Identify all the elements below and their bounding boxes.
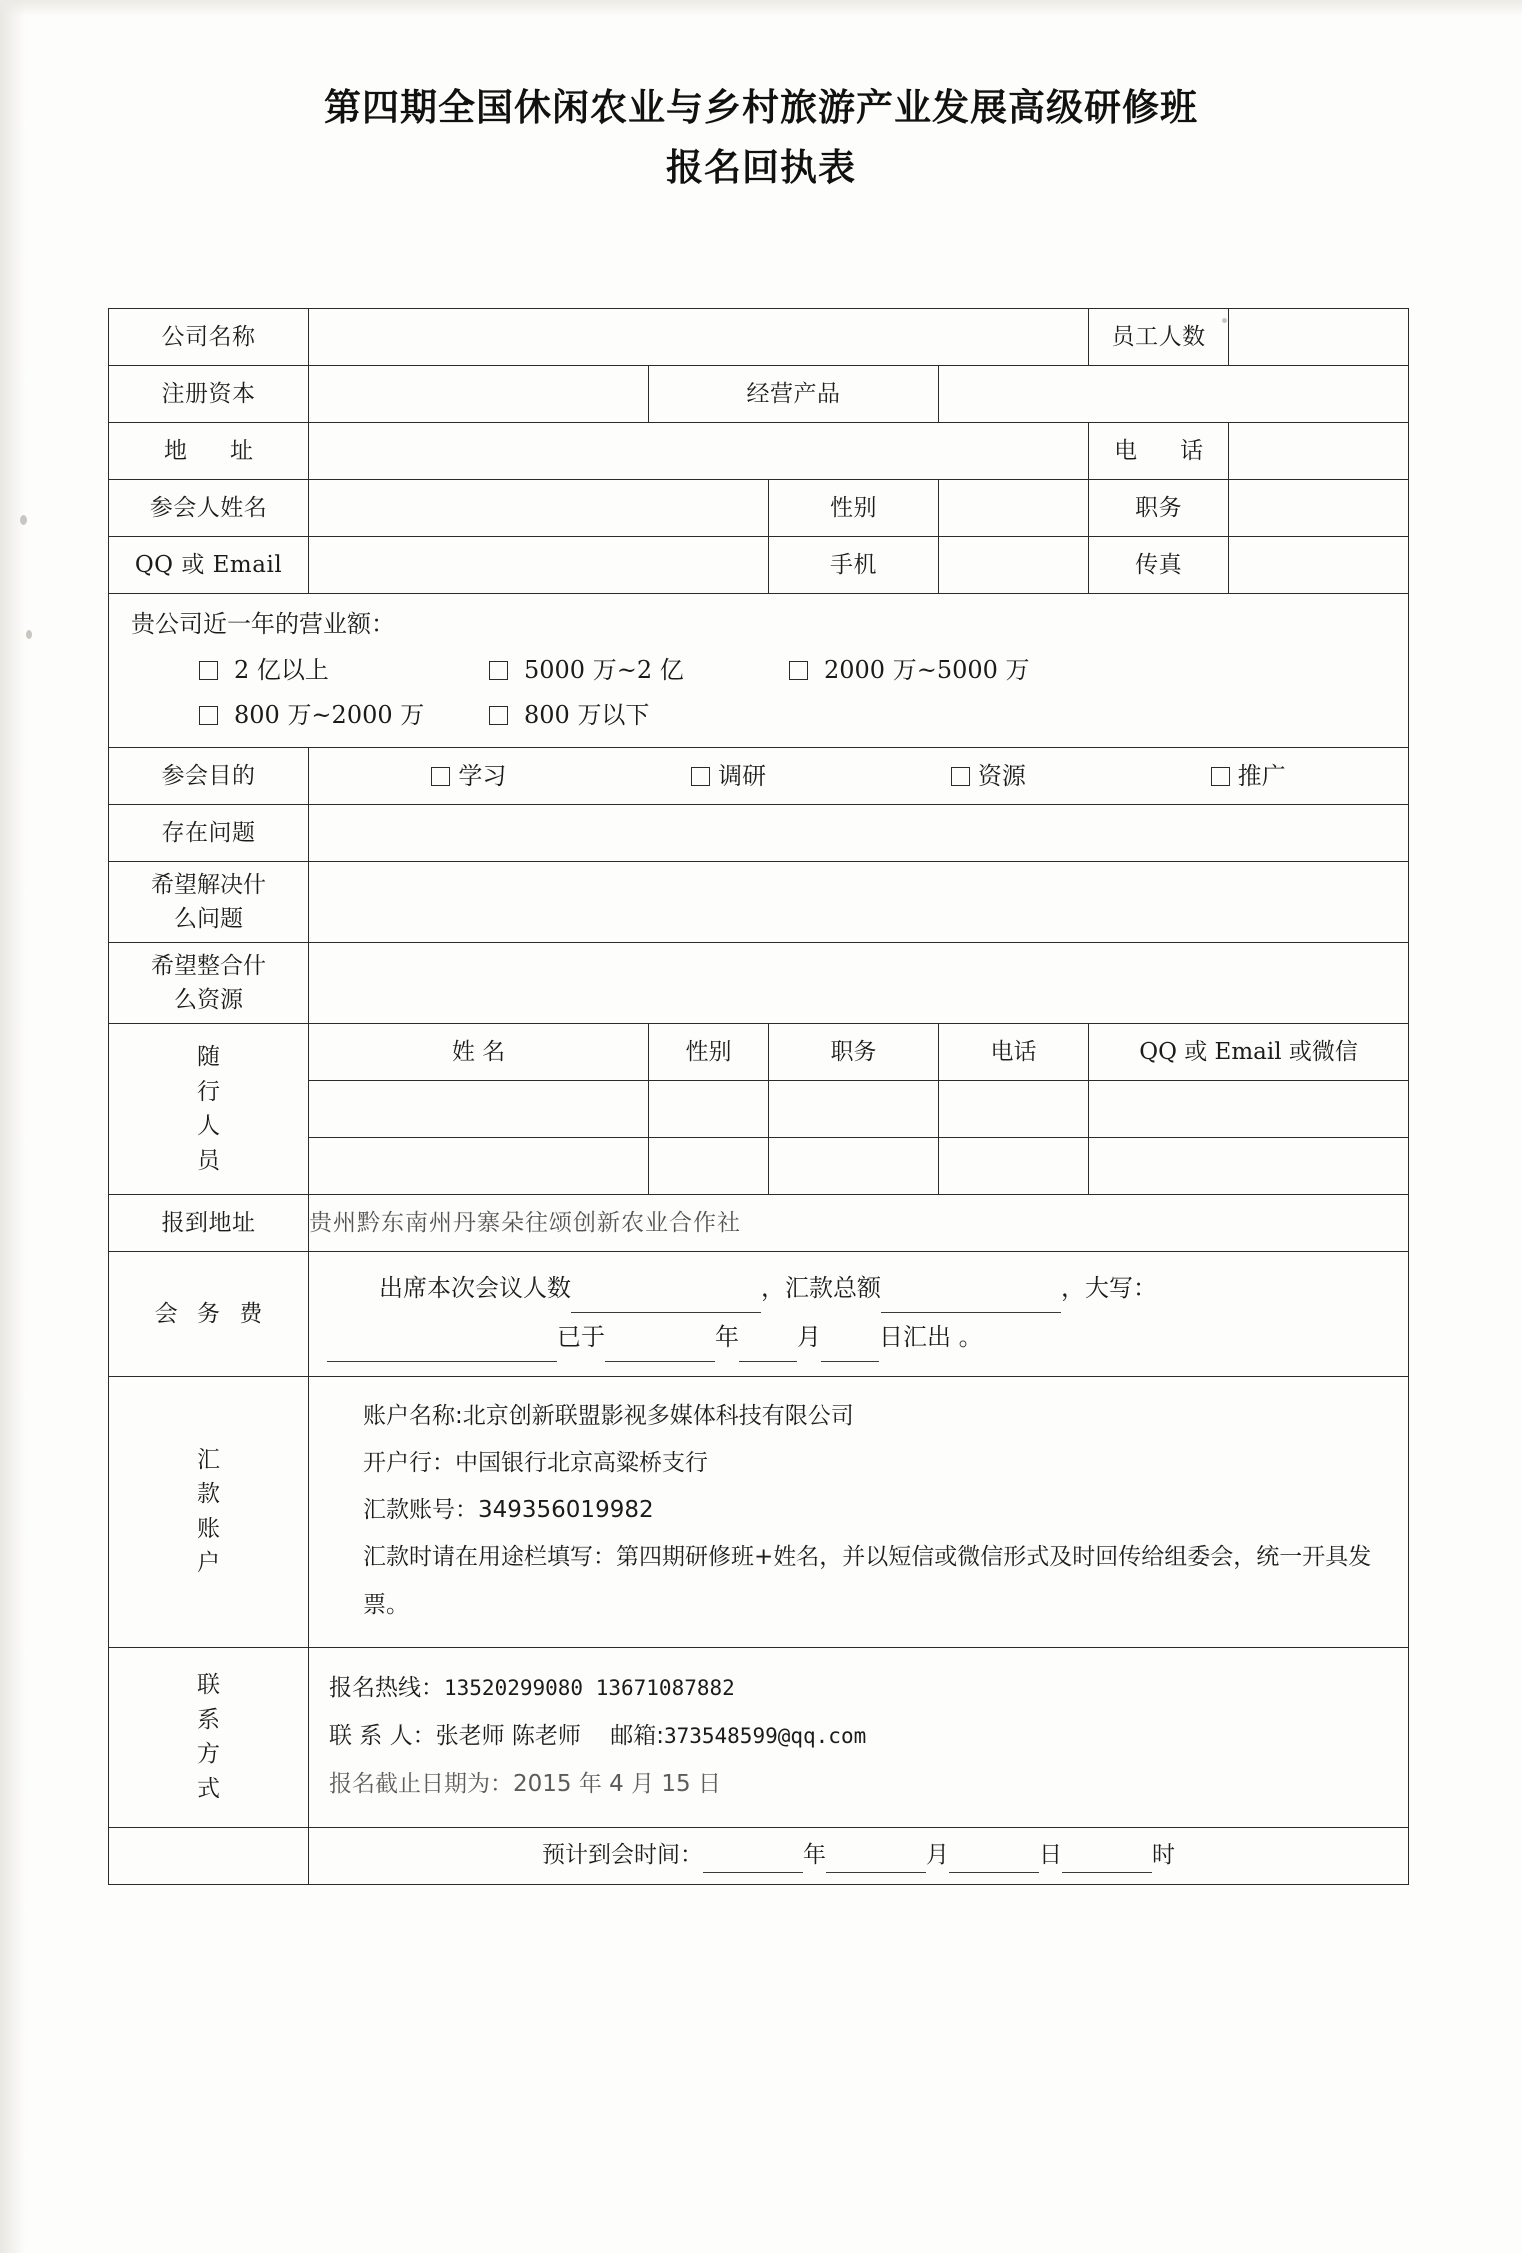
remit-instructions: 汇款时请在用途栏填写：第四期研修班+姓名，并以短信或微信形式及时回传给组委会，统一开具发票。: [363, 1544, 1372, 1618]
checkbox-icon[interactable]: [951, 767, 970, 786]
revenue-option-4[interactable]: [199, 697, 489, 733]
companion-phone-input[interactable]: [939, 1081, 1089, 1138]
checkbox-icon[interactable]: [431, 767, 450, 786]
expected-arrival-label: 预计到会时间：: [542, 1841, 704, 1868]
mobile-label: 手机: [769, 537, 939, 594]
registered-capital-label: 注册资本: [109, 366, 309, 423]
phone-label: 电 话: [1089, 423, 1229, 480]
hope-solve-label-line1: 希望解决什: [151, 871, 266, 898]
revenue-option-1[interactable]: [199, 652, 489, 688]
revenue-option-label: 800 万以下: [524, 701, 650, 729]
contact-hotline-row: [329, 1664, 1388, 1712]
registration-form-table: [108, 308, 1409, 1885]
checkbox-icon[interactable]: [691, 767, 710, 786]
companions-col-phone: 电话: [939, 1024, 1089, 1081]
purpose-option-label: 调研: [718, 762, 767, 790]
fee-year-label: 年: [715, 1323, 739, 1351]
companion-phone-input[interactable]: [939, 1138, 1089, 1195]
checkbox-icon[interactable]: [489, 661, 508, 680]
document-title: [0, 78, 1522, 198]
report-address-value: 贵州黔东南州丹寨朵往颂创新农业合作社: [309, 1195, 1409, 1252]
contact-hotline-values: 13520299080 13671087882: [444, 1675, 735, 1700]
arrival-year-label: 年: [803, 1841, 827, 1868]
table-row: [109, 309, 1409, 366]
arrival-hour-label: 时: [1152, 1841, 1176, 1868]
companion-contact-input[interactable]: [1089, 1138, 1409, 1195]
expected-arrival-row: [309, 1827, 1409, 1884]
business-product-input[interactable]: [939, 366, 1409, 423]
revenue-option-2[interactable]: [489, 652, 789, 688]
phone-input[interactable]: [1229, 423, 1409, 480]
table-row: [109, 1252, 1409, 1377]
contact-person-label: 联 系 人：: [329, 1723, 436, 1749]
table-row: [109, 1647, 1409, 1827]
remit-label-char: 账: [197, 1515, 220, 1542]
table-row: [109, 943, 1409, 1024]
checkbox-icon[interactable]: [199, 706, 218, 725]
revenue-option-label: 2000 万~5000 万: [824, 656, 1030, 684]
table-row: [109, 805, 1409, 862]
fee-uppercase-blank[interactable]: [327, 1313, 557, 1362]
revenue-title: 贵公司近一年的营业额：: [131, 610, 395, 638]
companion-name-input[interactable]: [309, 1081, 649, 1138]
fee-month-label: 月: [797, 1323, 821, 1351]
revenue-section: [109, 594, 1409, 748]
table-row: [109, 423, 1409, 480]
purpose-option-label: 资源: [977, 762, 1026, 790]
purpose-options: [309, 748, 1409, 805]
hope-solve-input[interactable]: [309, 862, 1409, 943]
arrival-day-label: 日: [1039, 1841, 1063, 1868]
contact-label: [109, 1647, 309, 1827]
contact-deadline: 报名截止日期为：2015 年 4 月 15 日: [329, 1771, 721, 1798]
checkbox-icon[interactable]: [1211, 767, 1230, 786]
position-input[interactable]: [1229, 480, 1409, 537]
companion-contact-input[interactable]: [1089, 1081, 1409, 1138]
checkbox-icon[interactable]: [789, 661, 808, 680]
scan-edge-top: [0, 0, 1522, 16]
fee-year-blank[interactable]: [605, 1313, 715, 1362]
table-row: [109, 594, 1409, 748]
revenue-option-label: 2 亿以上: [234, 656, 329, 684]
purpose-option-label: 推广: [1237, 762, 1286, 790]
scan-speck: [20, 515, 27, 525]
purpose-option-study[interactable]: [431, 758, 506, 794]
gender-label: 性别: [769, 480, 939, 537]
fee-line1-mid: ，汇款总额: [761, 1274, 881, 1302]
hope-solve-label: [109, 862, 309, 943]
table-row: [109, 1377, 1409, 1648]
fee-total-blank[interactable]: [881, 1264, 1061, 1313]
business-product-label: 经营产品: [649, 366, 939, 423]
qq-email-label: QQ 或 Email: [109, 537, 309, 594]
gender-input[interactable]: [939, 480, 1089, 537]
table-row: [109, 366, 1409, 423]
purpose-label: 参会目的: [109, 748, 309, 805]
companions-label-char: 行: [197, 1078, 220, 1105]
mobile-input[interactable]: [939, 537, 1089, 594]
contact-email-value: 373548599@qq.com: [663, 1724, 867, 1748]
title-line-1: 第四期全国休闲农业与乡村旅游产业发展高级研修班: [324, 85, 1198, 129]
contact-section: [309, 1647, 1409, 1827]
existing-problem-input[interactable]: [309, 805, 1409, 862]
hope-integrate-label-line2: 么资源: [174, 987, 243, 1013]
remit-account-name: 账户名称:北京创新联盟影视多媒体科技有限公司: [363, 1403, 854, 1429]
fee-line-1: [327, 1264, 1390, 1313]
companions-label-char: 随: [197, 1044, 220, 1070]
position-label: 职务: [1089, 480, 1229, 537]
address-label: 地 址: [109, 423, 309, 480]
arrival-year-blank[interactable]: [703, 1838, 803, 1874]
employee-count-label: 员工人数: [1089, 309, 1229, 366]
employee-count-input[interactable]: [1229, 309, 1409, 366]
arrival-day-blank[interactable]: [949, 1838, 1039, 1874]
revenue-option-5[interactable]: [489, 697, 789, 733]
qq-email-input[interactable]: [309, 537, 769, 594]
hope-solve-label-line2: 么问题: [174, 906, 243, 932]
company-name-input[interactable]: [309, 309, 1089, 366]
revenue-option-3[interactable]: [789, 652, 1030, 688]
registered-capital-input[interactable]: [309, 366, 649, 423]
checkbox-icon[interactable]: [489, 706, 508, 725]
checkbox-icon[interactable]: [199, 661, 218, 680]
hope-integrate-label-line1: 希望整合什: [151, 952, 266, 979]
address-input[interactable]: [309, 423, 1089, 480]
fax-label: 传真: [1089, 537, 1229, 594]
fee-line2-pre: 已于: [557, 1323, 605, 1351]
contact-person-row: [329, 1712, 1388, 1760]
contact-person-values: 张老师 陈老师: [435, 1723, 581, 1749]
fee-day-blank[interactable]: [821, 1313, 879, 1362]
purpose-option-promotion[interactable]: [1211, 758, 1286, 794]
contact-label-char: 方: [197, 1741, 220, 1768]
contact-label-char: 系: [197, 1706, 220, 1733]
companions-label: [109, 1024, 309, 1195]
purpose-option-label: 学习: [458, 762, 507, 790]
contact-label-char: 联: [197, 1672, 220, 1699]
remit-label-char: 户: [197, 1550, 220, 1577]
hope-integrate-input[interactable]: [309, 943, 1409, 1024]
revenue-option-label: 800 万~2000 万: [234, 701, 425, 729]
scan-speck: [26, 630, 32, 639]
fax-input[interactable]: [1229, 537, 1409, 594]
remit-account-number: 汇款账号：349356019982: [363, 1497, 654, 1524]
companions-col-position: 职务: [769, 1024, 939, 1081]
table-row: [109, 862, 1409, 943]
arrival-month-label: 月: [926, 1841, 950, 1868]
fee-section: [309, 1252, 1409, 1377]
companions-col-name: 姓 名: [309, 1024, 649, 1081]
scan-edge-left: [0, 0, 26, 2253]
fee-line1-end: ，大写：: [1061, 1274, 1157, 1302]
companion-gender-input[interactable]: [649, 1081, 769, 1138]
contact-hotline-label: 报名热线：: [329, 1674, 444, 1701]
arrival-month-blank[interactable]: [826, 1838, 926, 1874]
companions-label-char: 人: [197, 1113, 220, 1139]
title-line-2: 报名回执表: [666, 144, 856, 189]
fee-line-2: [327, 1313, 1390, 1362]
table-row: [109, 537, 1409, 594]
existing-problem-label: 存在问题: [109, 805, 309, 862]
fee-month-blank[interactable]: [739, 1313, 797, 1362]
footer-empty-cell: [109, 1827, 309, 1884]
table-row: [109, 480, 1409, 537]
table-row: [109, 1827, 1409, 1884]
purpose-option-resource[interactable]: [951, 758, 1026, 794]
companion-gender-input[interactable]: [649, 1138, 769, 1195]
companion-name-input[interactable]: [309, 1138, 649, 1195]
table-row: [109, 1195, 1409, 1252]
companions-label-char: 员: [197, 1147, 220, 1174]
company-name-label: 公司名称: [109, 309, 309, 366]
companions-col-gender: 性别: [649, 1024, 769, 1081]
remit-account-label: [109, 1377, 309, 1648]
table-row: [109, 1024, 1409, 1081]
fee-line1-pre: 出席本次会议人数: [379, 1274, 571, 1302]
hope-integrate-label: [109, 943, 309, 1024]
contact-label-char: 式: [197, 1775, 220, 1802]
fee-day-label: 日汇出 。: [879, 1323, 983, 1351]
report-address-label: 报到地址: [109, 1195, 309, 1252]
companion-position-input[interactable]: [769, 1138, 939, 1195]
revenue-option-label: 5000 万~2 亿: [524, 656, 684, 684]
remit-account-section: [309, 1377, 1409, 1648]
purpose-option-research[interactable]: [691, 758, 766, 794]
remit-bank-name: 开户行：中国银行北京高粱桥支行: [363, 1450, 708, 1477]
companion-position-input[interactable]: [769, 1081, 939, 1138]
companions-col-contact: QQ 或 Email 或微信: [1089, 1024, 1409, 1081]
remit-label-char: 款: [197, 1481, 220, 1508]
attendee-name-label: 参会人姓名: [109, 480, 309, 537]
remit-label-char: 汇: [197, 1446, 220, 1473]
attendee-name-input[interactable]: [309, 480, 769, 537]
contact-email-label: 邮箱:: [610, 1723, 664, 1749]
table-row: [109, 748, 1409, 805]
fee-attendee-count-blank[interactable]: [571, 1264, 761, 1313]
arrival-hour-blank[interactable]: [1062, 1838, 1152, 1874]
fee-label: 会 务 费: [109, 1252, 309, 1377]
